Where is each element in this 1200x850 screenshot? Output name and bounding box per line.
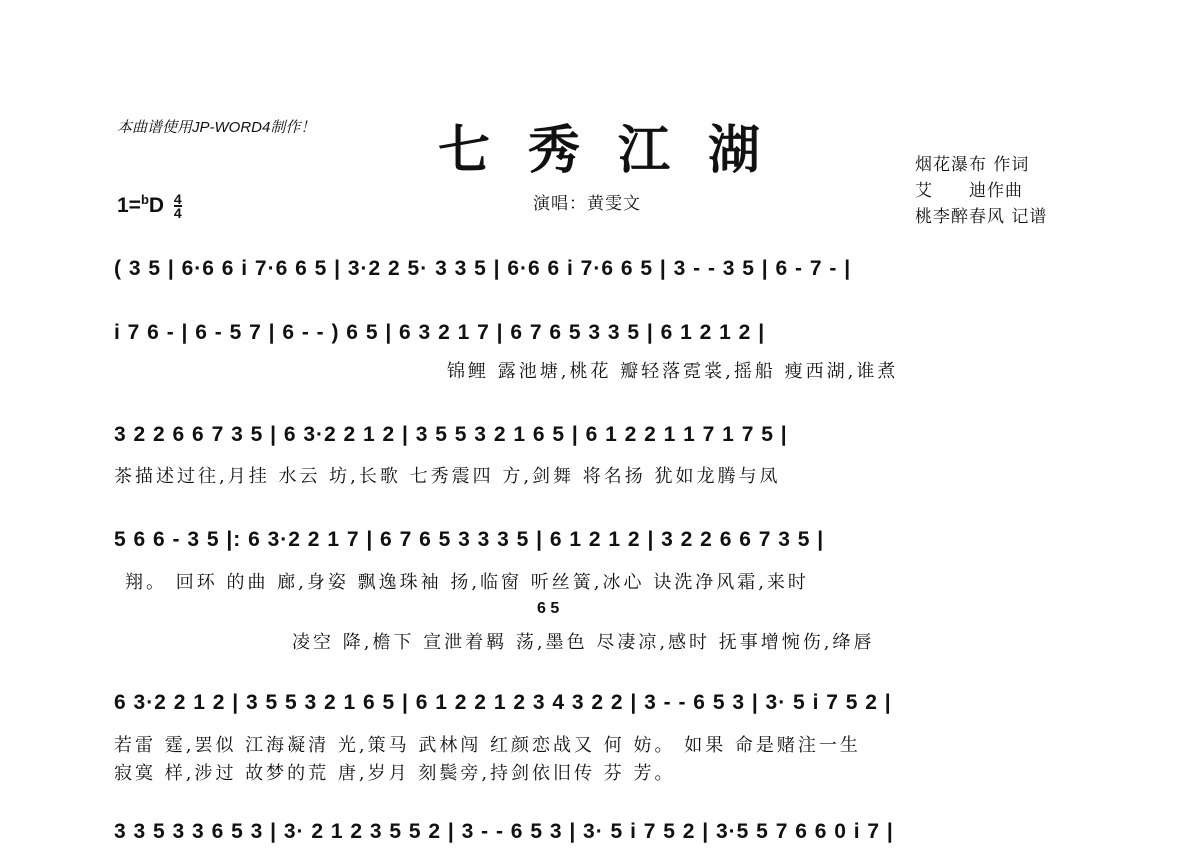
key-prefix: 1=	[117, 194, 141, 217]
key-letter: D	[148, 194, 165, 217]
flat-sign: b	[140, 192, 149, 207]
time-bottom: 4	[173, 205, 182, 222]
notation-line-5: 6 3·2 2 1 2 | 3 5 5 3 2 1 6 5 | 6 1 2 2 1 2 3 4 3 2 2 | 3 - - 6 5 3 | 3· 5 i 7 5 2 |	[114, 691, 892, 714]
lyric-line-4b: 凌空 降,檐下 宣泄着羁 荡,墨色 尽凄凉,感时 抚事增惋伤,绛唇	[292, 632, 875, 653]
composer-credit: 艾 迪作曲	[915, 181, 1023, 201]
singer-credit: 演唱：黄雯文	[533, 194, 641, 214]
alt-notes: 6 5	[537, 600, 560, 617]
lyric-line-5a: 若雷 霆,罢似 江海凝清 光,策马 武林闯 红颜恋战又 何 妨。 如果 命是赌注一生	[114, 735, 861, 756]
time-top: 4	[173, 191, 182, 208]
lyric-line-3a: 茶描述过往,月挂 水云 坊,长歌 七秀震四 方,剑舞 将名扬 犹如龙腾与凤	[114, 466, 781, 487]
lyric-line-5b: 寂寞 样,涉过 故梦的荒 唐,岁月 刻鬓旁,持剑依旧传 芬 芳。	[114, 763, 676, 784]
key-signature	[117, 191, 182, 222]
transcriber-credit: 桃李醉春风 记谱	[915, 207, 1048, 227]
notation-line-2: i 7 6 - | 6 - 5 7 | 6 - - ) 6 5 | 6 3 2 1 7 | 6 7 6 5 3 3 5 | 6 1 2 1 2 |	[114, 321, 766, 344]
lyricist-credit: 烟花瀑布 作词	[915, 155, 1030, 175]
lyric-line-4a: 翔。 回环 的曲 廊,身姿 飘逸珠袖 扬,临窗 听丝簧,冰心 诀洗净风霜,来时	[125, 572, 809, 593]
notation-line-6: 3 3 5 3 3 6 5 3 | 3· 2 1 2 3 5 5 2 | 3 - - 6 5 3 | 3· 5 i 7 5 2 | 3·5 5 7 6 6 0 i 7 |	[114, 820, 894, 843]
notation-line-4: 5 6 6 - 3 5 |: 6 3·2 2 1 7 | 6 7 6 5 3 3 3 5 | 6 1 2 1 2 | 3 2 2 6 6 7 3 5 |	[114, 528, 825, 551]
maker-note: 本曲谱使用JP-WORD4制作！	[117, 119, 316, 136]
lyric-line-2a: 锦鲤 露池塘,桃花 瓣轻落霓裳,摇船 瘦西湖,谁煮	[447, 361, 899, 382]
song-title: 七秀江湖	[438, 120, 799, 181]
notation-line-1: ( 3 5 | 6·6 6 i 7·6 6 5 | 3·2 2 5· 3 3 5 | 6·6 6 i 7·6 6 5 | 3 - - 3 5 | 6 - 7 - |	[114, 257, 852, 280]
time-signature	[173, 191, 182, 222]
notation-line-3: 3 2 2 6 6 7 3 5 | 6 3·2 2 1 2 | 3 5 5 3 2 1 6 5 | 6 1 2 2 1 1 7 1 7 5 |	[114, 423, 788, 446]
